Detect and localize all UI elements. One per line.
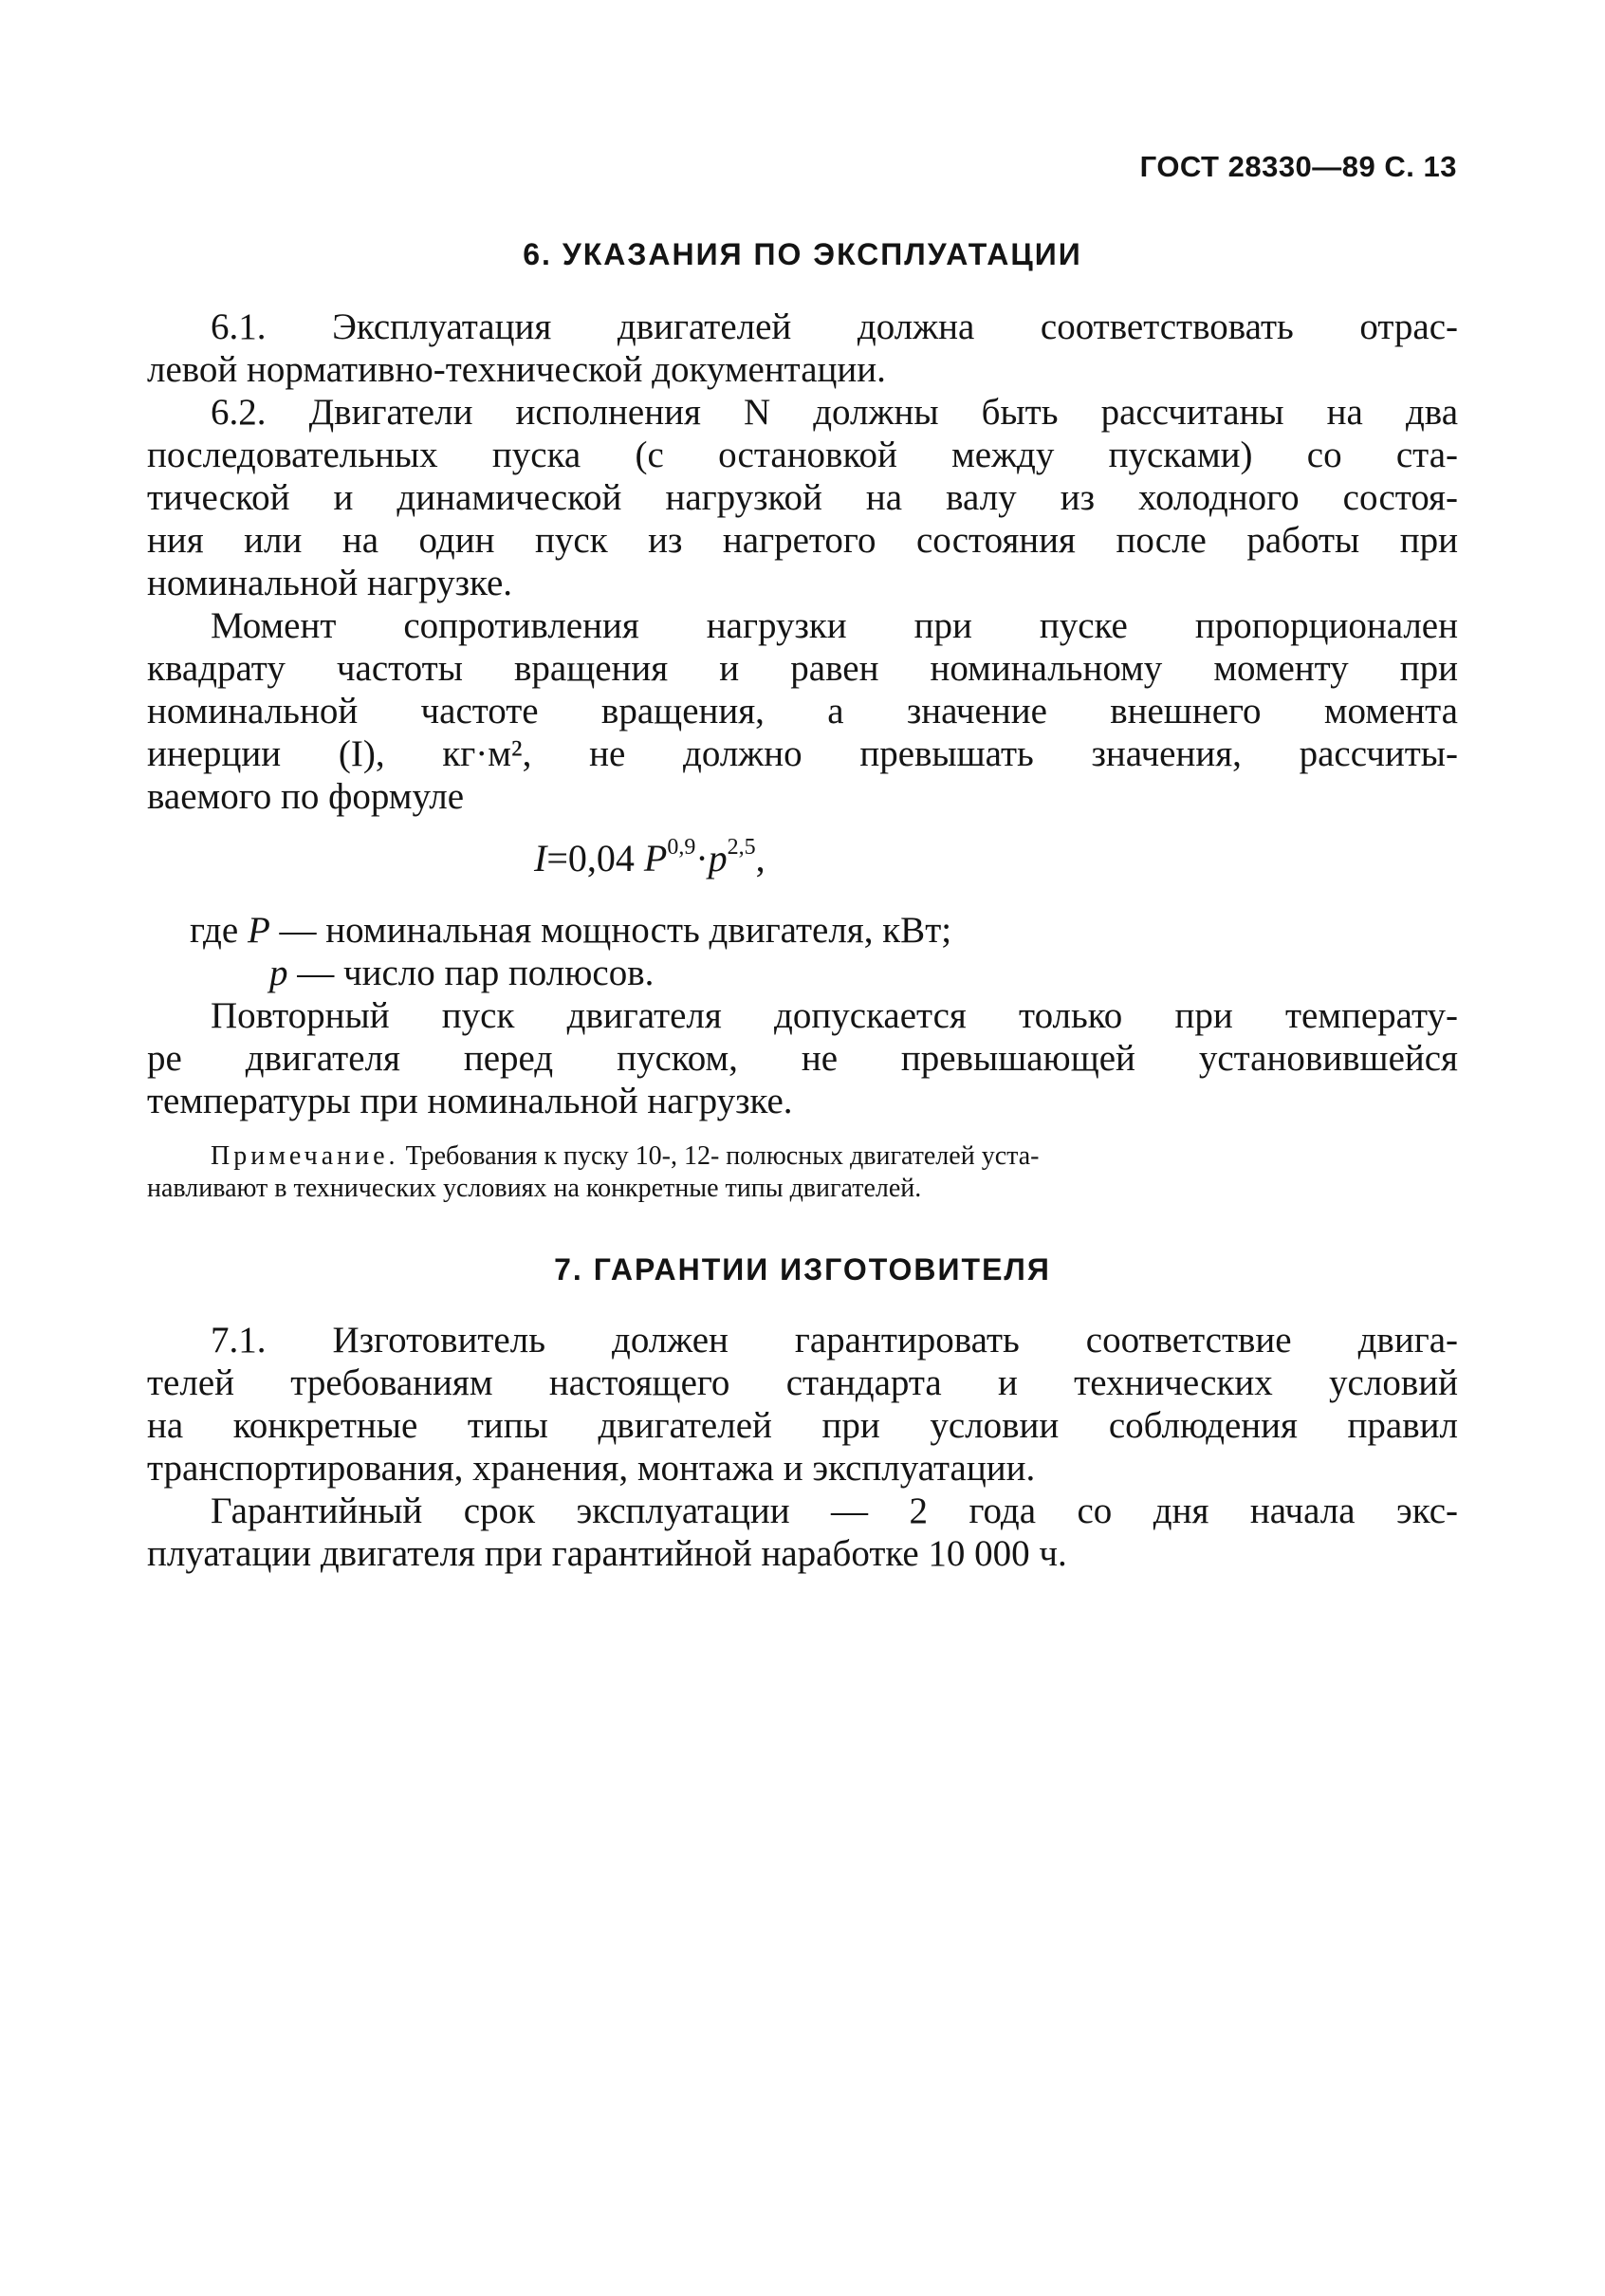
paragraph-line: Повторный пуск двигателя допускается только при температу- [211, 995, 1458, 1036]
section-6-title: 6. УКАЗАНИЯ ПО ЭКСПЛУАТАЦИИ [523, 237, 1082, 271]
where-prefix: где [190, 910, 239, 951]
formula-poles-exponent: 2,5 [727, 835, 756, 860]
formula-end: , [755, 837, 766, 880]
paragraph-line: Гарантийный срок эксплуатации — 2 года со дня начала экс- [211, 1491, 1458, 1531]
paragraph-line: тической и динамической нагрузкой на валу из холодного состоя- [147, 477, 1458, 518]
where-line [269, 952, 1408, 995]
inertia-formula [534, 835, 766, 882]
paragraph-line: телей требованиям настоящего стандарта и технических условий [147, 1362, 1458, 1403]
note-label: Примечание. [211, 1141, 399, 1171]
where-text: — число пар полюсов. [287, 953, 655, 993]
note-text: Требования к пуску 10-, 12- полюсных двигателей уста- [398, 1141, 1040, 1171]
formula-dot: · [695, 837, 709, 880]
paragraph-line: номинальной нагрузке. [147, 563, 513, 603]
paragraph-line: ния или на один пуск из нагретого состояния после работы при [147, 520, 1458, 561]
note-line [211, 1140, 1458, 1172]
formula-poles: p [708, 837, 728, 880]
formula-eq: =0,04 [546, 837, 644, 880]
formula-power: P [643, 837, 668, 880]
paragraph-line: квадрату частоты вращения и равен номинальному моменту при [147, 648, 1458, 689]
formula-power-exponent: 0,9 [667, 835, 696, 860]
paragraph-line: транспортирования, хранения, монтажа и эксплуатации. [147, 1448, 1036, 1489]
paragraph-line: 6.2. Двигатели исполнения N должны быть рассчитаны на два [211, 392, 1458, 433]
formula-lhs: I [534, 837, 547, 880]
where-line [190, 909, 1423, 953]
page-header: ГОСТ 28330—89 С. 13 [1139, 150, 1457, 183]
paragraph-line: инерции (I), кг·м², не должно превышать значения, рассчиты- [147, 733, 1458, 774]
paragraph-line: ре двигателя перед пуском, не превышающей установившейся [147, 1038, 1458, 1079]
where-text: — номинальная мощность двигателя, кВт; [269, 910, 952, 951]
paragraph-line: на конкретные типы двигателей при условии соблюдения правил [147, 1405, 1458, 1446]
paragraph-line: левой нормативно-технической документации. [147, 349, 886, 390]
paragraph-line: плуатации двигателя при гарантийной наработке 10 000 ч. [147, 1533, 1067, 1574]
where-symbol: p [269, 953, 288, 993]
paragraph-line: Момент сопротивления нагрузки при пуске пропорционален [211, 605, 1458, 646]
paragraph-line: 7.1. Изготовитель должен гарантировать соответствие двига- [211, 1320, 1458, 1361]
paragraph-line: ваемого по формуле [147, 776, 465, 817]
paragraph-line: номинальной частоте вращения, а значение внешнего момента [147, 691, 1458, 731]
paragraph-line: температуры при номинальной нагрузке. [147, 1081, 793, 1121]
paragraph-line: 6.1. Эксплуатация двигателей должна соответствовать отрас- [211, 306, 1458, 347]
note-line: навливают в технических условиях на конкретные типы двигателей. [147, 1174, 922, 1203]
section-7-title: 7. ГАРАНТИИ ИЗГОТОВИТЕЛЯ [554, 1252, 1051, 1287]
where-symbol: P [247, 910, 270, 951]
paragraph-line: последовательных пуска (с остановкой между пусками) со ста- [147, 435, 1458, 475]
